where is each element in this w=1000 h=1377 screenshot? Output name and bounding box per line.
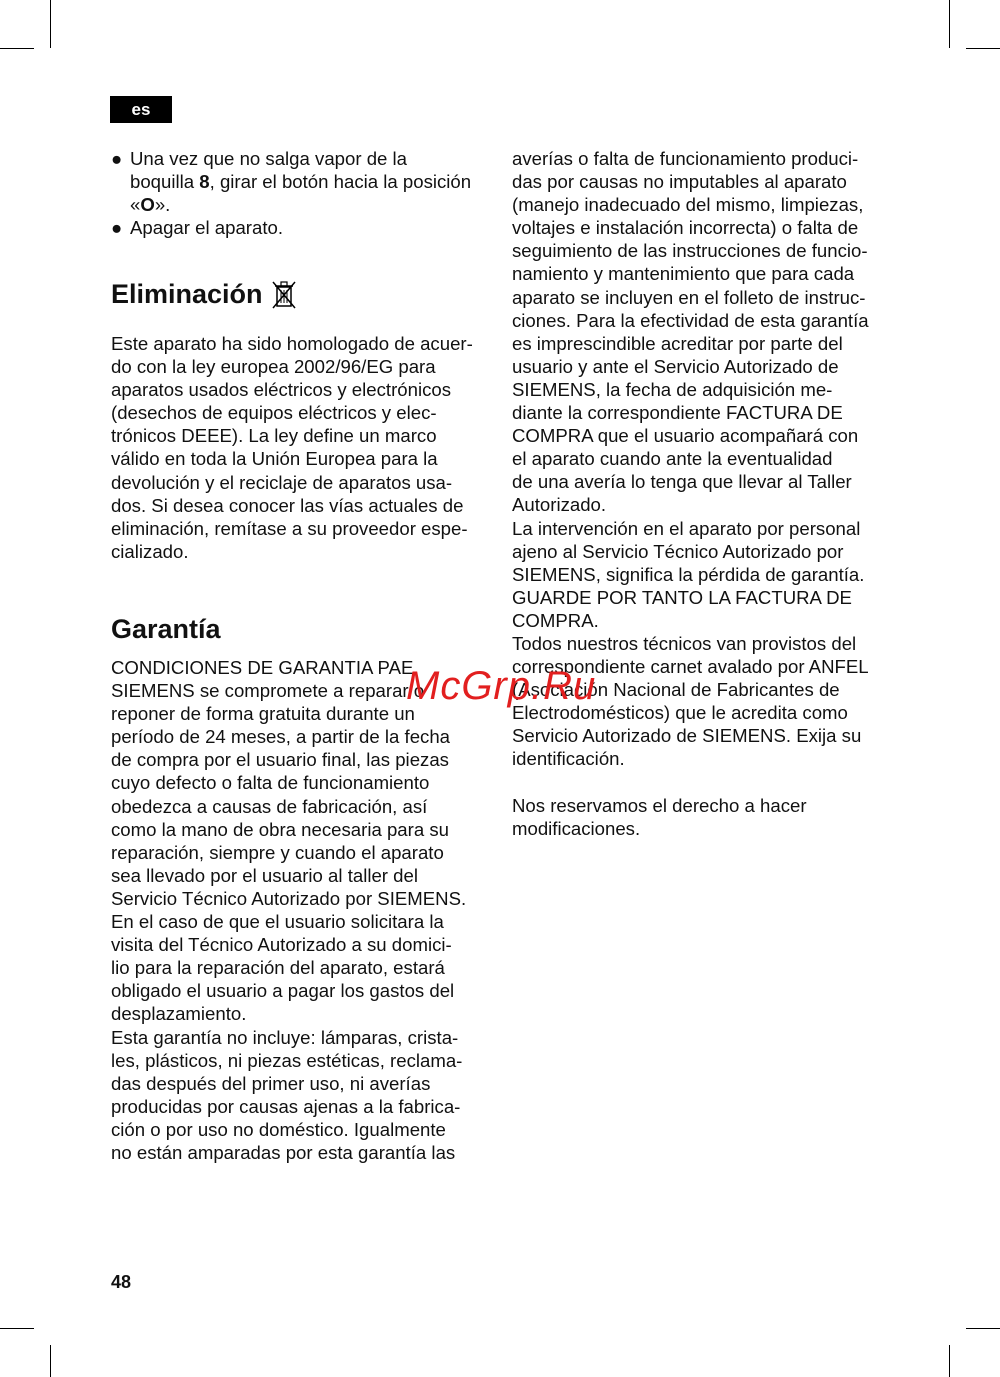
text-line: Electrodomésticos) que le acredita como — [512, 702, 848, 724]
text-line: CONDICIONES DE GARANTIA PAE — [111, 657, 414, 678]
text-line: SIEMENS, la fecha de adquisición me- — [512, 378, 833, 400]
text-line: Nos reservamos el derecho a hacer — [512, 794, 807, 816]
text-line: Todos nuestros técnicos van provistos del — [512, 632, 857, 654]
text-line: SIEMENS se compromete a reparar o — [111, 680, 425, 702]
text-line: En el caso de que el usuario solicitara la — [111, 911, 444, 933]
elimination-paragraph — [111, 332, 491, 563]
text-line: de compra por el usuario final, las piezas — [111, 749, 449, 771]
crop-mark — [50, 0, 51, 48]
text-line: Autorizado. — [512, 494, 607, 516]
text-line: dos. Si desea conocer las vías actuales de — [111, 494, 464, 516]
text-line: eliminación, remítase a su proveedor espe- — [111, 517, 468, 539]
text-line: identificación. — [512, 748, 625, 770]
text-line: correspondiente carnet avalado por ANFEL — [512, 656, 869, 678]
text-line: devolución y el reciclaje de aparatos usa- — [111, 471, 453, 493]
text-line: cializado. — [111, 540, 189, 562]
text-line: (Asociación Nacional de Fabricantes de — [512, 679, 840, 701]
text-line: les, plásticos, ni piezas estéticas, reclama- — [111, 1049, 463, 1071]
text-line: averías o falta de funcionamiento produci- — [512, 148, 859, 169]
bullet-item: ● Una vez que no salga vapor de la boquilla 8, girar el botón hacia la posición «O». — [111, 148, 472, 216]
crop-mark — [50, 1345, 51, 1377]
crop-mark — [0, 48, 34, 49]
text-line: Servicio Autorizado de SIEMENS. Exija su — [512, 725, 862, 747]
text-line: no están amparadas por esta garantía las — [111, 1141, 456, 1163]
watermark: McGrp.Ru — [406, 664, 597, 708]
text-line: das por causas no imputables al aparato — [512, 171, 847, 193]
text-line: producidas por causas ajenas a la fabrica- — [111, 1095, 461, 1117]
text-line: aparatos usados eléctricos y electrónicos — [111, 379, 452, 401]
crop-mark — [966, 48, 1000, 49]
text-line: seguimiento de las instrucciones de funcio- — [512, 240, 868, 262]
text-line: ajeno al Servicio Técnico Autorizado por — [512, 540, 844, 562]
bullet-dot-icon: ● — [111, 217, 123, 239]
text-line: (manejo inadecuado del mismo, limpiezas, — [512, 194, 864, 216]
text-line: ciones. Para la efectividad de esta garantía — [512, 309, 869, 331]
elimination-heading-row — [111, 278, 297, 310]
bullet-list — [111, 147, 491, 239]
text-line: obedezca a causas de fabricación, así — [111, 795, 428, 817]
warranty-title: Garantía — [111, 614, 221, 644]
text-line: GUARDE POR TANTO LA FACTURA DE — [512, 586, 852, 608]
text-line: sea llevado por el usuario al taller del — [111, 864, 418, 886]
text-line: reponer de forma gratuita durante un — [111, 703, 415, 725]
text-line: do con la ley europea 2002/96/EG para — [111, 356, 436, 378]
text-line: válido en toda la Unión Europea para la — [111, 448, 438, 470]
bullet-item: ● Apagar el aparato. — [111, 217, 283, 239]
crop-mark — [949, 0, 950, 48]
text-line: voltajes e instalación incorrecta) o falta de — [512, 217, 859, 239]
text-line: obligado el usuario a pagar los gastos del — [111, 980, 455, 1002]
warranty-paragraph-left — [111, 656, 491, 1164]
text-line: La intervención en el aparato por personal — [512, 517, 861, 539]
text-line — [512, 771, 892, 794]
text-line: ción o por uso no doméstico. Igualmente — [111, 1118, 446, 1140]
bullet-dot-icon: ● — [111, 148, 123, 169]
text-line: reparación, siempre y cuando el aparato — [111, 841, 444, 863]
text-line: SIEMENS, significa la pérdida de garantía. — [512, 563, 865, 585]
text-line: diante la correspondiente FACTURA DE — [512, 402, 843, 424]
text-line: das después del primer uso, ni averías — [111, 1072, 431, 1094]
warranty-paragraph-right — [512, 147, 892, 840]
text-line: COMPRA. — [512, 609, 599, 631]
text-line: (desechos de equipos eléctricos y elec- — [111, 402, 437, 424]
text-line: es imprescindible acreditar por parte del — [512, 332, 843, 354]
text-line: Este aparato ha sido homologado de acuer- — [111, 333, 473, 354]
text-line: Esta garantía no incluye: lámparas, crista- — [111, 1026, 459, 1048]
text-line: visita del Técnico Autorizado a su domici- — [111, 934, 452, 956]
text-line: cuyo defecto o falta de funcionamiento — [111, 772, 430, 794]
crop-mark — [966, 1328, 1000, 1329]
crop-mark — [949, 1345, 950, 1377]
text-line: COMPRA que el usuario acompañará con — [512, 425, 859, 447]
language-tab: es — [110, 96, 172, 123]
crop-mark — [0, 1328, 34, 1329]
text-line: el aparato cuando ante la eventualidad — [512, 448, 833, 470]
text-line: como la mano de obra necesaria para su — [111, 818, 449, 840]
text-line: namiento y mantenimiento que para cada — [512, 263, 855, 285]
text-line: lio para la reparación del aparato, estará — [111, 957, 445, 979]
text-line: período de 24 meses, a partir de la fecha — [111, 726, 451, 748]
text-line: trónicos DEEE). La ley define un marco — [111, 425, 437, 447]
text-line: de una avería lo tenga que llevar al Taller — [512, 471, 852, 493]
crossed-bin-icon — [271, 278, 297, 310]
text-line: desplazamiento. — [111, 1003, 247, 1025]
text-line: modificaciones. — [512, 817, 641, 839]
elimination-title: Eliminación — [111, 279, 263, 309]
page-number: 48 — [111, 1272, 132, 1292]
text-line: Servicio Técnico Autorizado por SIEMENS. — [111, 887, 467, 909]
text-line: aparato se incluyen en el folleto de instruc- — [512, 286, 866, 308]
text-line: usuario y ante el Servicio Autorizado de — [512, 355, 839, 377]
